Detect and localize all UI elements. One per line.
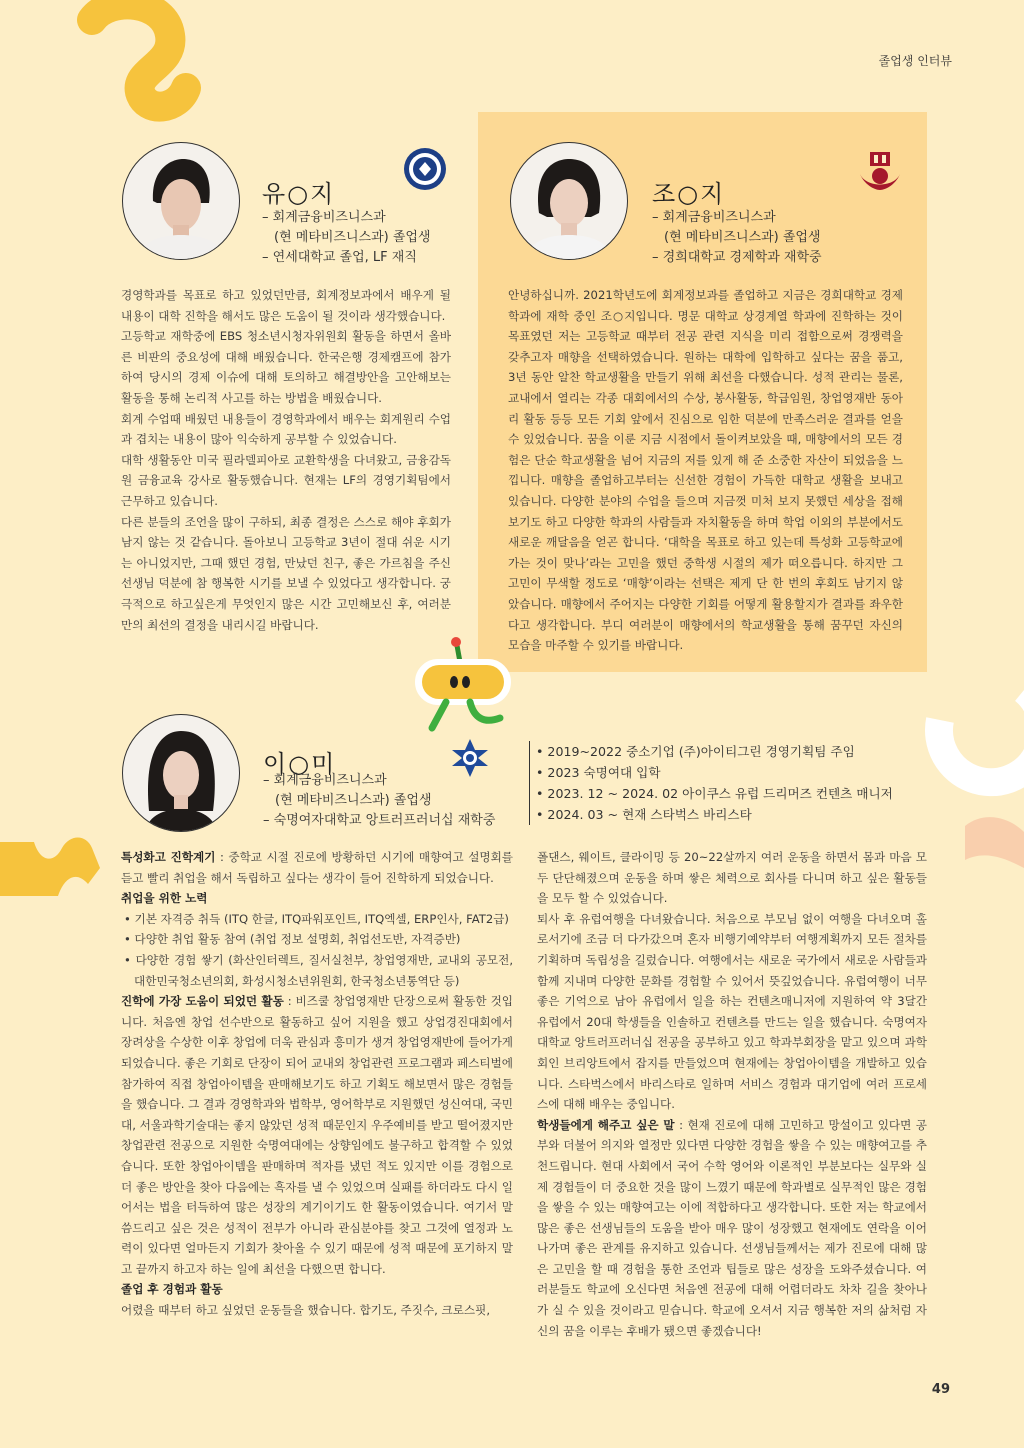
- profile-photo: [122, 142, 240, 260]
- paragraph: 회계 수업때 배웠던 내용들이 경영학과에서 배우는 회계원리 수업과 겹치는 내용이 많아 익숙하게 공부할 수 있었습니다.: [121, 411, 451, 447]
- profile-info: [652, 208, 822, 268]
- yonsei-emblem-icon: [403, 147, 447, 195]
- person-silhouette-icon: [123, 143, 239, 259]
- white-arc-shape: [939, 690, 1024, 782]
- career-item: • 2023 숙명여대 입학: [536, 765, 661, 780]
- effort-list: [121, 909, 513, 991]
- subheading: [121, 1279, 513, 1300]
- subheading-text: 취업을 위한 노력: [121, 891, 208, 906]
- paragraph: [121, 991, 513, 1279]
- list-item: • 다양한 취업 활동 참여 (취업 정보 설명회, 취업선도반, 자격증반): [124, 932, 461, 947]
- section-label: 졸업생 인터뷰: [878, 54, 952, 68]
- profile-name: 조○지: [652, 180, 726, 208]
- squiggle-shape: [92, 4, 186, 106]
- profile-photo: [122, 714, 240, 832]
- info-line: – 경희대학교 경제학과 재학중: [652, 250, 822, 265]
- interview-left-column: [121, 847, 513, 1321]
- paragraph: 퇴사 후 유럽여행을 다녀왔습니다. 처음으로 부모님 없이 여행을 다녀오며 홀로서기에 조금 더 다가갔으며 혼자 비행기예약부터 여행계획까지 모든 절차를 기획하며 독립성을 길렀습니다. 여행에서는 새로운 국가에서 새로운 사람들과 함께 지내며 다양한 문화를 경험할 수 있어서 뜻깊었습니다. 유럽여행이 너무 좋은 기억으로 남아 유럽에서 일을 하는 컨텐츠매니저에 지원하여 약 3달간 유럽에서 20대 학생들을 인솔하고 컨텐츠를 만드는 일을 했습니다. 숙명여자대학교 앙트러프러너십 전공을 공부하고 있고 학과부회장을 맡고 있으며 과학회인 브리앙트에서 잡지를 만들었으며 현재에는 창업아이템을 개발하고 있습니다. 스타벅스에서 바리스타로 일하며 서비스 경험과 대기업에 여러 프로세스에 대해 배우는 중입니다.: [537, 911, 927, 1112]
- subheading-text: 졸업 후 경험과 활동: [121, 1282, 223, 1297]
- kyunghee-emblem-icon: [856, 150, 904, 198]
- pink-blob-shape: [965, 817, 1024, 868]
- career-item: • 2023. 12 ~ 2024. 02 아이쿠스 유럽 드리머즈 컨텐츠 매니저: [536, 786, 893, 801]
- profile-info: [262, 208, 431, 268]
- subheading: 학생들에게 해주고 싶은 말: [537, 1117, 675, 1132]
- list-item: • 기본 자격증 취득 (ITQ 한글, ITQ파워포인트, ITQ엑셀, ERP인사, FAT2급): [124, 911, 509, 926]
- info-line: (현 메타비즈니스과) 졸업생: [664, 230, 821, 245]
- profile-interview-text: [121, 285, 451, 635]
- career-list: [529, 741, 893, 825]
- paragraph: 폴댄스, 웨이트, 클라이밍 등 20~22살까지 여러 운동을 하면서 몸과 마음 모두 단단해졌으며 운동을 하며 쌓은 체력으로 회사를 다니며 하고 싶은 활동들을 모두 할 수 있었습니다.: [537, 850, 927, 906]
- paragraph-text: : 비즈쿨 창업영재반 단장으로써 활동한 것입니다. 처음엔 창업 선수반으로 활동하고 싶어 지원을 했고 상업경진대회에서 장려상을 수상한 이후 창업에 더욱 관심과 흥미가 생겨 창업영재반에 들어가게 되었습니다. 좋은 기회로 단장이 되어 교내외 창업관련 프로그램과 페스티벌에 참가하여 직접 창업아이템을 판매해보기도 하고 기획도 해보면서 많은 경험들을 했습니다. 그 결과 경영학과와 법학부, 영어학부로 지원했던 성신여대, 국민대, 서울과학기술대는 좋지 않았던 성적 때문인지 우주예비를 받고 떨어졌지만 창업관련 전공으로 지원한 숙명여대에는 상향임에도 불구하고 합격할 수 있었습니다. 또한 창업아이템을 판매하며 적자를 냈던 적도 있지만 이를 경험으로 더 좋은 방안을 찾아 다음에는 흑자를 낼 수 있었으며 실패를 하더라도 다시 일어서는 법을 터득하여 많은 성장의 계기이기도 한 활동이였습니다. 여기서 말씀드리고 싶은 것은 성적이 전부가 아니라 관심분야를 찾고 그것에 열정과 노력이 있다면 얼마든지 기회가 찾아올 수 있기 때문에 성적 때문에 포기하지 말고 끝까지 하고자 하는 일에 최선을 다했으면 합니다.: [121, 994, 513, 1276]
- paragraph: 대학 생활동안 미국 필라델피아로 교환학생을 다녀왔고, 금융감독원 금융교육 강사로 활동했습니다. 현재는 LF의 경영기획팀에서 근무하고 있습니다.: [121, 452, 451, 508]
- paragraph-text: : 현재 진로에 대해 고민하고 망설이고 있다면 공부와 더불어 의지와 열정만 있다면 다양한 경험을 쌓을 수 있는 매향여고를 추천드립니다. 현대 사회에서 국어 수학 영어와 이론적인 부분보다는 실무와 실제 경험들이 더 중요한 것을 많이 느꼈기 때문에 학과별로 실무적인 많은 경험을 쌓을 수 있는 매향여고는 이에 적합하다고 생각합니다. 또한 저는 학교에서 많은 좋은 선생님들의 도움을 받아 매우 많이 성장했고 현재에도 연락을 이어나가며 좋은 관계를 유지하고 있습니다. 선생님들께서는 제가 진로에 대해 많은 고민을 할 때 경험을 통한 조언과 팁들로 많은 성장을 도와주셨습니다. 여러분들도 학교에 오신다면 처음엔 전공에 대해 어렵더라도 차차 길을 찾아나가 실 수 있을 것이라고 믿습니다. 학교에 오셔서 지금 행복한 저의 삶처럼 자신의 꿈을 이루는 후배가 됐으면 좋겠습니다!: [537, 1117, 927, 1338]
- profile-name: 유○지: [262, 180, 336, 208]
- info-line: – 숙명여자대학교 앙트러프러너십 재학중: [263, 813, 496, 828]
- paragraph: 어렸을 때부터 하고 싶었던 운동들을 했습니다. 합기도, 주짓수, 크로스핏,: [121, 1303, 491, 1318]
- subheading: 특성화고 진학계기: [121, 850, 216, 864]
- orange-wing-shape: [0, 838, 100, 897]
- person-silhouette-icon: [511, 143, 627, 259]
- page-number: 49: [931, 1382, 950, 1397]
- info-line: (현 메타비즈니스과) 졸업생: [275, 793, 432, 808]
- interview-right-column: [537, 847, 927, 1341]
- info-line: (현 메타비즈니스과) 졸업생: [274, 230, 431, 245]
- mascot-character-icon: [414, 636, 514, 738]
- paragraph: [537, 1115, 927, 1342]
- career-item: • 2019~2022 중소기업 (주)아이티그린 경영기획팀 주임: [536, 744, 855, 759]
- paragraph: 고등학교 재학중에 EBS 청소년시청자위원회 활동을 하면서 올바른 비판의 중요성에 대해 배웠습니다. 한국은행 경제캠프에 참가하여 당시의 경제 이슈에 대해 토의하고 해결방안을 고안해보는 활동을 통해 논리적 사고를 하는 방법을 배웠습니다.: [121, 329, 451, 405]
- info-line: – 회계금융비즈니스과: [652, 210, 776, 225]
- paragraph: 경영학과를 목표로 하고 있었던만큼, 회계정보과에서 배우게 될 내용이 대학 진학을 해서도 많은 도움이 될 것이라 생각했습니다.: [121, 288, 451, 323]
- profile-interview-text: [508, 285, 903, 656]
- info-line: – 회계금융비즈니스과: [263, 773, 387, 788]
- career-item: • 2024. 03 ~ 현재 스타벅스 바리스타: [536, 807, 752, 822]
- person-silhouette-icon: [123, 715, 239, 831]
- info-line: – 연세대학교 졸업, LF 재직: [262, 250, 417, 265]
- info-line: – 회계금융비즈니스과: [262, 210, 386, 225]
- paragraph: [121, 847, 513, 888]
- subheading: [121, 888, 513, 909]
- paragraph: 다른 분들의 조언을 많이 구하되, 최종 결정은 스스로 해야 후회가 남지 않는 것 같습니다. 돌아보니 고등학교 3년이 절대 쉬운 시기는 아니었지만, 그때 했던 경험, 만났던 친구, 좋은 가르침을 주신 선생님 덕분에 참 행복한 시기를 보낼 수 있었다고 생각합니다. 궁극적으로 하고싶은게 무엇인지 많은 시간 고민해보신 후, 여러분만의 최선의 결정을 내리시길 바랍니다.: [121, 514, 451, 632]
- profile-name: 이○미: [263, 750, 337, 778]
- list-item: • 다양한 경험 쌓기 (화산인터렉트, 질서실천부, 창업영재반, 교내외 공모전, 대한민국청소년의회, 화성시청소년위원회, 한국청소년통역단 등): [124, 952, 513, 988]
- profile-info: [263, 771, 495, 831]
- paragraph: 안녕하십니까. 2021학년도에 회계정보과를 졸업하고 지금은 경희대학교 경제학과에 재학 중인 조○지입니다. 명문 대학교 상경계열 학과에 진학하는 것이 목표였던 저는 고등학교 때부터 전공 관련 지식을 미리 접함으로써 경쟁력을 갖추고자 매향을 선택하였습니다. 원하는 대학에 입학하고 싶다는 꿈을 품고, 3년 동안 알찬 학교생활을 만들기 위해 최선을 다했습니다. 성적 관리는 물론, 교내에서 열리는 각종 대회에서의 수상, 봉사활동, 학급임원, 창업영재반 동아리 활동 등등 모든 기회 앞에서 진심으로 임한 덕분에 만족스러운 결과를 얻을 수 있었습니다. 꿈을 이룬 지금 시점에서 돌이켜보았을 때, 매향에서의 모든 경험은 단순 학교생활을 넘어 지금의 저를 있게 해 준 소중한 자산이 되었음을 느낍니다. 매향을 졸업하고부터는 신선한 경험이 가득한 대학교 생활을 보내고 있습니다. 다양한 분야의 수업을 들으며 지금껏 미처 보지 못했던 세상을 접해보기도 하고 다양한 학과의 사람들과 자치활동을 하며 학업 이외의 부분에서도 새로운 깨달음을 얻곤 합니다. ‘대학을 목표로 하고 있는데 특성화 고등학교에 가는 것이 맞나’라는 고민을 했던 중학생 시절의 제가 떠오릅니다. 하지만 그 고민이 무색할 정도로 ‘매향’이라는 선택은 제게 단 한 번의 후회도 남기지 않았습니다. 매향에서 주어지는 다양한 기회를 어떻게 활용할지가 결과를 좌우한다고 생각합니다. 부디 여러분이 매향에서의 학교생활을 통해 꿈꾸던 자신의 모습을 마주할 수 있기를 바랍니다.: [508, 288, 903, 653]
- subheading: 진학에 가장 도움이 되었던 활동: [121, 994, 284, 1009]
- profile-photo: [510, 142, 628, 260]
- paragraph-text: : 중학교 시절 진로에 방황하던 시기에 매향여고 설명회를 듣고 빨리 취업을 해서 독립하고 싶다는 생각이 들어 진학하게 되었습니다.: [121, 850, 513, 885]
